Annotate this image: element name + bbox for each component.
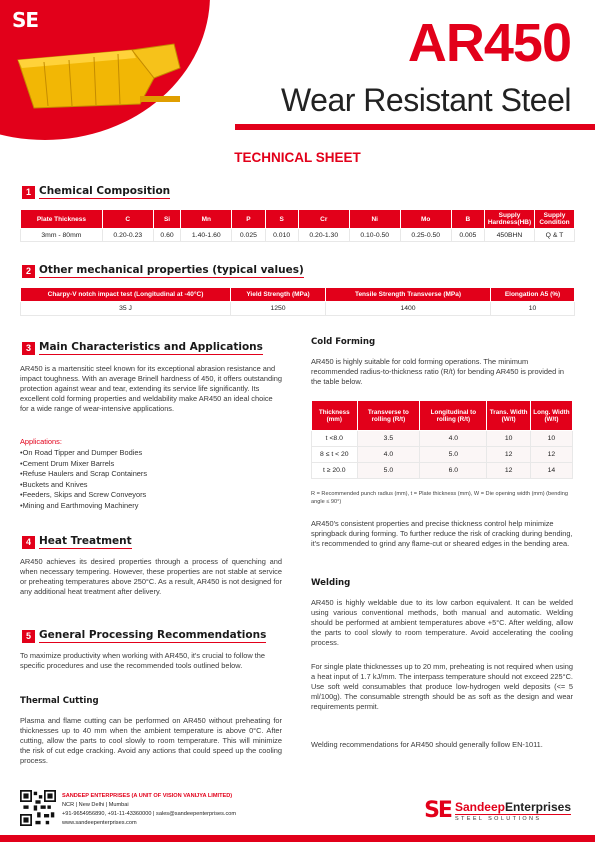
qr-code[interactable] <box>20 790 56 826</box>
table-header: Si <box>153 210 181 229</box>
logo-name-second: Enterprises <box>504 799 571 814</box>
table-cell: 0.20-0.23 <box>102 229 153 242</box>
footer-logo <box>424 798 571 823</box>
section-title: Heat Treatment <box>39 535 132 547</box>
corner-logo: SE <box>12 8 39 32</box>
section-title: Other mechanical properties (typical values) <box>39 264 304 276</box>
section-heading-processing <box>22 627 266 645</box>
table-cell: Q & T <box>535 229 575 242</box>
table-cell: 5.0 <box>357 463 420 479</box>
processing-paragraph: To maximize productivity when working with AR450, it's crucial to follow the specific procedures and use the recommended tools outlined below. <box>20 651 265 670</box>
thermal-cutting-paragraph: Plasma and flame cutting can be performed on AR450 without preheating for thicknesses up to 40 mm when the ambient temperature is above 0°C. After cutting, allow the parts to cool slowly to room temperature. This will minimize the risk of cut edge cracking. Avoid any actions that could speed up the cooling process. <box>20 716 282 765</box>
cold-forming-note: R = Recommended punch radius (mm), t = Plate thickness (mm), W = Die opening width (mm) (bending angle ≤ 90°) <box>311 491 568 505</box>
table-cell: 10 <box>530 431 572 447</box>
table-cell: 3mm - 80mm <box>21 229 103 242</box>
table-header: Mn <box>181 210 232 229</box>
cold-forming-intro: AR450 is highly suitable for cold forming operations. The minimum recommended radius-to-thickness ratio (R/t) for bending AR450 is provided in the table below. <box>311 357 565 386</box>
table-header: Trans. Width (W/t) <box>487 401 530 431</box>
cold-forming-outro: AR450's consistent properties and precise thickness control help minimize springback during forming. To further reduce the risk of cracking during bending, it's recommended to grind any flame-cut or sheared edges in the bending area. <box>311 519 573 548</box>
header-red-bar <box>235 124 595 130</box>
welding-paragraph-3: Welding recommendations for AR450 should generally follow EN-1011. <box>311 740 543 749</box>
table-header: Supply Hardness(HB) <box>485 210 535 229</box>
table-cell: 0.20-1.30 <box>298 229 349 242</box>
table-header-row <box>21 210 575 229</box>
section-number: 2 <box>22 265 35 278</box>
table-row <box>21 302 575 316</box>
table-cell: 1400 <box>326 302 491 316</box>
table-cell: 35 J <box>21 302 231 316</box>
sheet-title: TECHNICAL SHEET <box>234 150 361 165</box>
table-cell: 12 <box>530 447 572 463</box>
section-heading-heat-treatment <box>22 533 132 551</box>
product-title: AR450 <box>407 13 571 73</box>
table-header: Cr <box>298 210 349 229</box>
table-row <box>312 447 573 463</box>
applications-list <box>20 448 147 511</box>
logo-tagline: STEEL SOLUTIONS <box>455 814 571 822</box>
section-title: Main Characteristics and Applications <box>39 341 263 353</box>
thermal-cutting-title: Thermal Cutting <box>20 696 99 706</box>
product-subtitle: Wear Resistant Steel <box>281 82 571 118</box>
table-header: Ni <box>349 210 400 229</box>
table-cell: 1.40-1.60 <box>181 229 232 242</box>
table-cell: 14 <box>530 463 572 479</box>
footer-red-bar <box>0 835 595 842</box>
table-cell: 1250 <box>231 302 326 316</box>
welding-title: Welding <box>311 578 351 588</box>
table-cell: 450BHN <box>485 229 535 242</box>
section-heading-mechanical <box>22 262 304 280</box>
list-item: • On Road Tipper and Dumper Bodies <box>20 448 147 459</box>
table-header: P <box>232 210 265 229</box>
section-heading-chemical <box>22 183 170 201</box>
section-number: 1 <box>22 186 35 199</box>
heat-treatment-paragraph: AR450 achieves its desired properties through a process of quenching and when necessary tempering. However, these properties are not stable at service or preheating temperatures above 250°C. As a result, AR450 is not designed for any additional heat treatment after delivery. <box>20 557 282 596</box>
table-cell: 4.0 <box>420 431 487 447</box>
list-item: • Mining and Earthmoving Machinery <box>20 501 147 512</box>
table-header: C <box>102 210 153 229</box>
chemical-composition-table <box>20 209 575 242</box>
table-cell: 4.0 <box>357 447 420 463</box>
footer-company: SANDEEP ENTERPRISES (A UNIT OF VISION VANIJYA LIMITED) <box>62 793 233 799</box>
logo-name-first: Sandeep <box>454 799 505 814</box>
table-header-row <box>312 401 573 431</box>
table-cell: t <8.0 <box>312 431 358 447</box>
list-item: • Feeders, Skips and Screw Conveyors <box>20 490 147 501</box>
table-header: Yield Strength (MPa) <box>231 288 326 302</box>
table-header: Thickness (mm) <box>312 401 358 431</box>
table-cell: 6.0 <box>420 463 487 479</box>
table-header: Mo <box>400 210 451 229</box>
section-title: General Processing Recommendations <box>39 629 267 641</box>
logo-text <box>455 800 571 822</box>
logo-mark: SE <box>424 798 451 823</box>
table-cell: 0.10-0.50 <box>349 229 400 242</box>
table-header: S <box>265 210 298 229</box>
table-row <box>312 431 573 447</box>
table-cell: 0.005 <box>451 229 484 242</box>
section-number: 4 <box>22 536 35 549</box>
table-cell: 8 ≤ t < 20 <box>312 447 358 463</box>
table-header: Longitudinal to rolling (R/t) <box>420 401 487 431</box>
cold-forming-table <box>311 400 573 479</box>
characteristics-paragraph: AR450 is a martensitic steel known for its exceptional abrasion resistance and impact toughness. With an average Brinell hardness of 450, it offers outstanding protection against wear and tear, extending its service life significantly. Its excellent cold forming properties and weldability make AR450 an ideal choice for a wide range of wear-intensive applications. <box>20 364 282 413</box>
mechanical-properties-table <box>20 287 575 316</box>
table-cell: 10 <box>491 302 575 316</box>
table-cell: 5.0 <box>420 447 487 463</box>
table-header: Supply Condition <box>535 210 575 229</box>
table-row <box>312 463 573 479</box>
welding-paragraph-1: AR450 is highly weldable due to its low carbon equivalent. It can be welded using various conventional methods, both manual and automatic. Welding should be performed at ambient temperatures above +5°C. After welding, allow the parts to cool slowly to room temperature. Avoid accelerating the cooling process. <box>311 598 573 647</box>
table-cell: 0.25-0.50 <box>400 229 451 242</box>
list-item: • Refuse Haulers and Scrap Containers <box>20 469 147 480</box>
section-heading-characteristics <box>22 339 263 357</box>
list-item: • Buckets and Knives <box>20 480 147 491</box>
table-header: Long. Width (W/t) <box>530 401 572 431</box>
list-item: • Cement Drum Mixer Barrels <box>20 459 147 470</box>
table-header: Tensile Strength Transverse (MPa) <box>326 288 491 302</box>
dump-truck-illustration <box>14 38 184 116</box>
logo-name <box>455 800 571 814</box>
table-cell: 3.5 <box>357 431 420 447</box>
table-header: Transverse to rolling (R/t) <box>357 401 420 431</box>
table-header: B <box>451 210 484 229</box>
table-header: Plate Thickness <box>21 210 103 229</box>
table-header-row <box>21 288 575 302</box>
table-cell: 0.025 <box>232 229 265 242</box>
table-cell: 10 <box>487 431 530 447</box>
section-number: 5 <box>22 630 35 643</box>
section-title: Chemical Composition <box>39 185 171 197</box>
table-cell: t ≥ 20.0 <box>312 463 358 479</box>
applications-title: Applications: <box>20 437 62 446</box>
footer-website[interactable]: www.sandeepenterprises.com <box>62 820 137 826</box>
table-cell: 0.010 <box>265 229 298 242</box>
footer-contact <box>62 792 236 828</box>
table-header: Elongation A5 (%) <box>491 288 575 302</box>
table-cell: 12 <box>487 463 530 479</box>
footer-cities: NCR | New Delhi | Mumbai <box>62 802 129 808</box>
table-cell: 0.60 <box>153 229 181 242</box>
table-header: Charpy-V notch impact test (Longitudinal at -40°C) <box>21 288 231 302</box>
table-cell: 12 <box>487 447 530 463</box>
cold-forming-title: Cold Forming <box>311 337 376 347</box>
table-row <box>21 229 575 242</box>
footer-phone-email[interactable]: +91-9654956890, +91-11-43360000 | sales@sandeepenterprises.com <box>62 811 237 817</box>
section-number: 3 <box>22 342 35 355</box>
welding-paragraph-2: For single plate thicknesses up to 20 mm, preheating is not required when using a heat input of 1.7 kJ/mm. The interpass temperature should not exceed 225°C. Use soft weld consumables that produce low-hydrogen weld deposits (<= 5 ml/100g). The consumable strength should be as soft as the design and wear requirements permit. <box>311 662 573 711</box>
header-corner <box>0 0 212 150</box>
